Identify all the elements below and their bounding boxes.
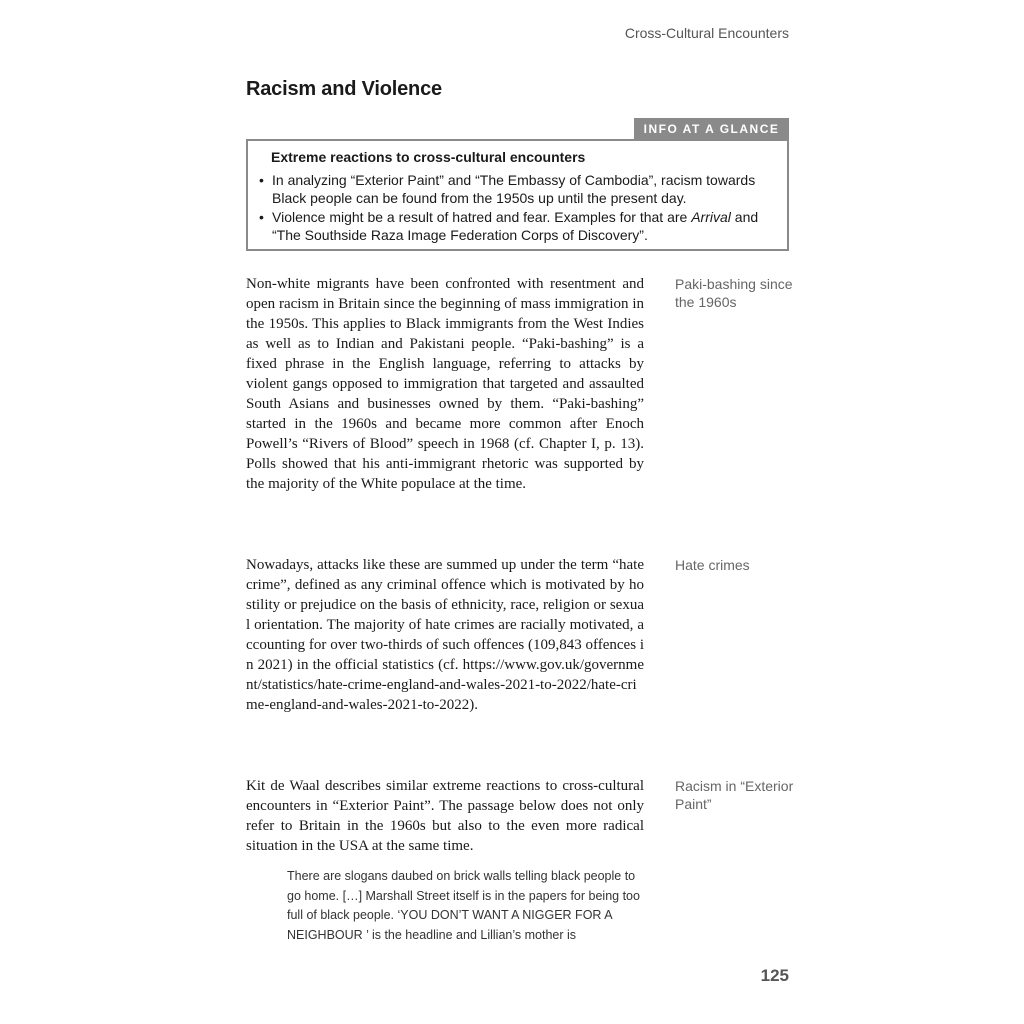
- section-title: Racism and Violence: [246, 78, 442, 100]
- info-box-heading: Extreme reactions to cross-cultural encounters: [271, 149, 586, 165]
- info-box-tab: INFO AT A GLANCE: [634, 118, 789, 139]
- block-quote: There are slogans daubed on brick walls telling black people to go home. […] Marshall Street itself is in the papers for being too full of black people. ‘YOU DON’T WANT A NIGGER FOR A NEIGHBOUR ’ is the headline and Lillian’s mother is: [287, 869, 640, 942]
- bullet-icon: •: [259, 172, 264, 188]
- page-number: 125: [760, 966, 789, 985]
- info-box: [246, 139, 789, 251]
- body-paragraph: [246, 776, 644, 856]
- info-box-bullet: [258, 171, 778, 207]
- body-paragraph: [246, 555, 644, 715]
- bullet-text: In analyzing “Exterior Paint” and “The Embassy of Cambodia”, racism towards Black people can be found from the 1950s up until the present day.: [272, 172, 756, 206]
- body-paragraph: [246, 274, 644, 494]
- margin-note: Hate crimes: [675, 557, 750, 573]
- margin-note: Paki-bashing since the 1960s: [675, 276, 793, 310]
- running-header: Cross-Cultural Encounters: [624, 25, 789, 41]
- bullet-text: Violence might be a result of hatred and fear. Examples for that are: [272, 209, 692, 225]
- bullet-emphasis: Arrival: [691, 209, 731, 225]
- info-box-list: [258, 171, 778, 245]
- paragraph-text: Nowadays, attacks like these are summed up under the term “hate crime”, defined as any criminal offence which is motivated by hostility or prejudice on the basis of ethnicity, race, religion or sexual orientation. The majority of hate crimes are racially motivated, accounting for over two-thirds of such offences (109,843 offences in 2021) in the official statistics (cf. https://www.gov.uk/government/statistics/hate-crime-england-and-wales-2021-to-2022/hate-crime-england-and-wales-2021-to-2022).: [246, 557, 644, 713]
- info-box-bullet: [258, 208, 778, 244]
- paragraph-text: Non-white migrants have been confronted with resentment and open racism in Britain since the beginning of mass immigration in the 1950s. This applies to Black immigrants from the West Indies as well as to Indian and Pakistani people. “Paki-bashing” is a fixed phrase in the English language, referring to attacks by violent gangs opposed to immigration that targeted and assaulted South Asians and businesses owned by them. “Paki-bashing” started in the 1960s and became more common after Enoch Powell’s “Rivers of Blood” speech in 1968 (cf. Chapter I, p. 13). Polls showed that his anti-immigrant rhetoric was supported by the majority of the White populace at the time.: [246, 276, 644, 492]
- paragraph-text: Kit de Waal describes similar extreme reactions to cross-cultural encounters in “Exterior Paint”. The passage below does not only refer to Britain in the 1960s but also to the even more radical situation in the USA at the same time.: [246, 778, 644, 854]
- bullet-icon: •: [259, 209, 264, 225]
- bullet-text-suffix: and “The Southside Raza Image Federation Corps of Discovery”.: [272, 209, 759, 243]
- margin-note: Racism in “Exterior Paint”: [675, 778, 794, 812]
